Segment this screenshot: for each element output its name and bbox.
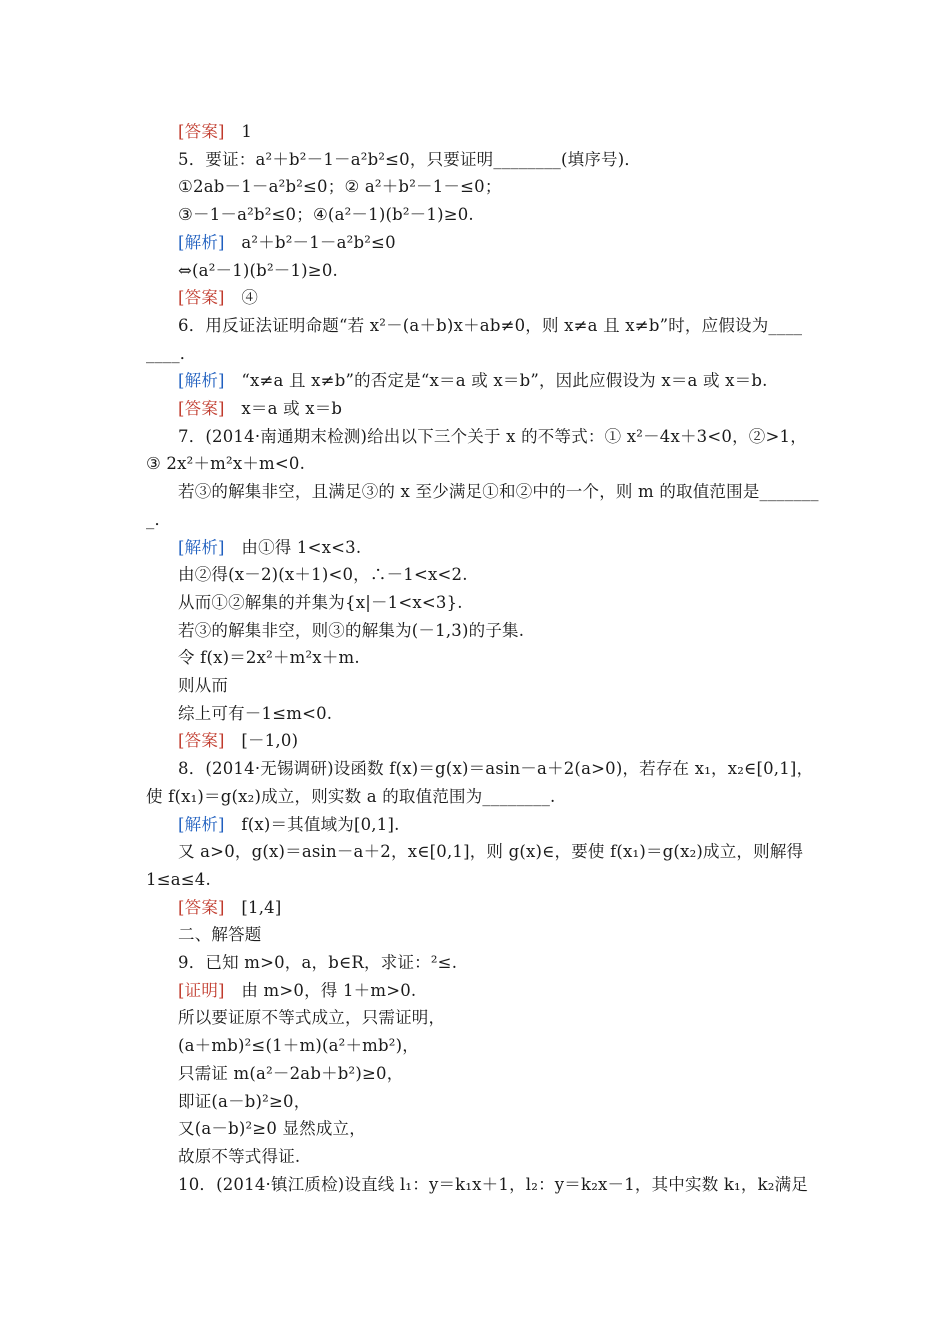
text-line bbox=[178, 1174, 808, 1196]
text-line bbox=[178, 315, 802, 337]
line-text: ④ bbox=[224, 288, 259, 307]
label-tag: [解析] bbox=[178, 815, 225, 834]
line-text: 故原不等式得证. bbox=[178, 1147, 301, 1166]
line-text: 若③的解集非空，且满足③的 x 至少满足①和②中的一个，则 m 的取值范围是_______ bbox=[178, 482, 819, 501]
line-text: 只需证 m(a²－2ab＋b²)≥0， bbox=[178, 1064, 404, 1083]
line-text: x＝a 或 x＝b bbox=[224, 399, 343, 418]
line-text: ⇔(a²－1)(b²－1)≥0. bbox=[178, 261, 338, 280]
text-line bbox=[178, 1063, 403, 1085]
line-text: 10．(2014·镇江质检)设直线 l₁：y＝k₁x＋1，l₂：y＝k₂x－1，其中实数 k₁，k₂满足 bbox=[178, 1175, 808, 1194]
line-text: [1,4] bbox=[224, 898, 282, 917]
label-tag: [答案] bbox=[178, 399, 225, 418]
text-line bbox=[178, 121, 252, 143]
line-text: 若③的解集非空，则③的解集为(－1,3)的子集. bbox=[178, 621, 525, 640]
line-text: 1≤a≤4. bbox=[146, 870, 211, 889]
line-text: 7．(2014·南通期末检测)给出以下三个关于 x 的不等式：① x²－4x＋3<0，②>1， bbox=[178, 427, 807, 446]
line-text: (a＋mb)²≤(1＋m)(a²＋mb²)， bbox=[178, 1036, 419, 1055]
text-line bbox=[178, 620, 524, 642]
line-text: “x≠a 且 x≠b”的否定是“x＝a 或 x＝b”，因此应假设为 x＝a 或 x＝b. bbox=[224, 371, 768, 390]
label-tag: [答案] bbox=[178, 122, 225, 141]
line-text: ①2ab－1－a²b²≤0；② a²＋b²－1－≤0； bbox=[178, 177, 502, 196]
label-tag: [答案] bbox=[178, 288, 225, 307]
text-line bbox=[178, 176, 502, 198]
text-line bbox=[178, 149, 641, 171]
text-line bbox=[178, 730, 298, 752]
line-text: [－1,0) bbox=[224, 731, 299, 750]
line-text: 又(a－b)²≥0 显然成立， bbox=[178, 1119, 366, 1138]
text-line bbox=[178, 647, 360, 669]
line-text: 使 f(x₁)＝g(x₂)成立，则实数 a 的取值范围为________. bbox=[146, 787, 556, 806]
text-line bbox=[146, 509, 171, 531]
text-line bbox=[178, 398, 342, 420]
text-line bbox=[178, 675, 228, 697]
text-line bbox=[146, 453, 305, 475]
text-line bbox=[178, 287, 258, 309]
text-line bbox=[178, 952, 457, 974]
line-text: ③－1－a²b²≤0；④(a²－1)(b²－1)≥0. bbox=[178, 205, 474, 224]
text-line bbox=[178, 481, 819, 503]
label-tag: [证明] bbox=[178, 981, 225, 1000]
line-text: 从而①②解集的并集为{x|－1<x<3}. bbox=[178, 593, 463, 612]
text-line bbox=[178, 841, 803, 863]
text-line bbox=[178, 1118, 366, 1140]
line-text: ③ 2x²＋m²x＋m<0. bbox=[146, 454, 306, 473]
text-line bbox=[178, 204, 474, 226]
text-line bbox=[178, 370, 768, 392]
text-line bbox=[178, 1091, 310, 1113]
label-tag: [答案] bbox=[178, 731, 225, 750]
text-line bbox=[178, 897, 282, 919]
line-text: ____． bbox=[146, 344, 197, 363]
text-line bbox=[178, 537, 361, 559]
line-text: 又 a>0，g(x)＝asin－a＋2，x∈[0,1]，则 g(x)∈，要使 f(x₁)＝g(x₂)成立，则解得 bbox=[178, 842, 804, 861]
line-text: 综上可有－1≤m<0. bbox=[178, 704, 333, 723]
text-line bbox=[178, 758, 813, 780]
line-text: 则从而 bbox=[178, 676, 229, 695]
label-tag: [解析] bbox=[178, 538, 225, 557]
line-text: 由①得 1<x<3. bbox=[224, 538, 362, 557]
text-line bbox=[178, 260, 338, 282]
line-text: a²＋b²－1－a²b²≤0 bbox=[224, 233, 396, 252]
text-line bbox=[178, 1007, 445, 1029]
text-line bbox=[146, 869, 211, 891]
line-text: 由②得(x－2)(x＋1)<0，∴－1<x<2. bbox=[178, 565, 468, 584]
label-tag: [答案] bbox=[178, 898, 225, 917]
line-text: 所以要证原不等式成立，只需证明， bbox=[178, 1008, 446, 1027]
line-text: 6．用反证法证明命题“若 x²－(a＋b)x＋ab≠0，则 x≠a 且 x≠b”时，应假设为____ bbox=[178, 316, 803, 335]
line-text: 由 m>0，得 1＋m>0. bbox=[224, 981, 417, 1000]
text-line bbox=[178, 564, 468, 586]
line-text: _． bbox=[146, 510, 172, 529]
text-line bbox=[178, 1035, 419, 1057]
text-line bbox=[178, 1146, 300, 1168]
text-line bbox=[178, 814, 400, 836]
text-line bbox=[146, 343, 197, 365]
line-text: 9．已知 m>0，a，b∈R，求证：²≤. bbox=[178, 953, 458, 972]
text-line bbox=[178, 980, 416, 1002]
line-text: 5．要证：a²＋b²－1－a²b²≤0，只要证明________(填序号)． bbox=[178, 150, 642, 169]
text-line bbox=[178, 703, 332, 725]
line-text: 即证(a－b)²≥0， bbox=[178, 1092, 311, 1111]
line-text: f(x)＝其值域为[0,1]. bbox=[224, 815, 400, 834]
text-line bbox=[178, 592, 463, 614]
text-line bbox=[146, 786, 555, 808]
label-tag: [解析] bbox=[178, 233, 225, 252]
line-text: 二、解答题 bbox=[178, 925, 262, 944]
line-text: 8．(2014·无锡调研)设函数 f(x)＝g(x)＝asin－a＋2(a>0)，若存在 x₁，x₂∈[0,1]， bbox=[178, 759, 814, 778]
line-text: 令 f(x)＝2x²＋m²x＋m. bbox=[178, 648, 360, 667]
text-line bbox=[178, 426, 807, 448]
label-tag: [解析] bbox=[178, 371, 225, 390]
text-line bbox=[178, 232, 396, 254]
line-text: 1 bbox=[224, 122, 253, 141]
text-line bbox=[178, 924, 262, 946]
